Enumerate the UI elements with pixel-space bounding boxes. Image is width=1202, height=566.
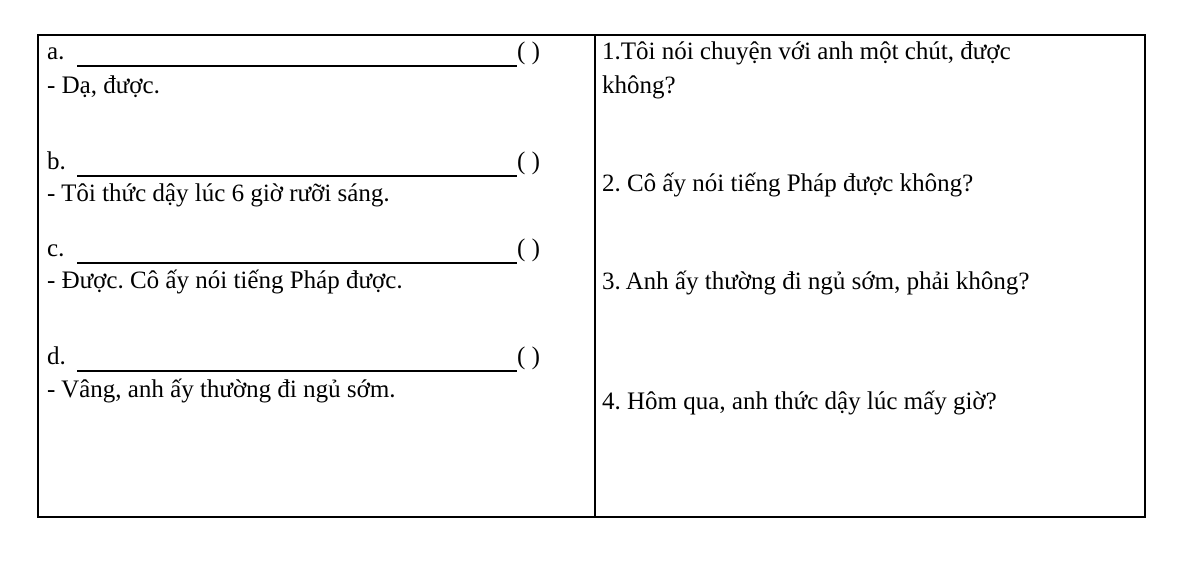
item-answer: - Tôi thức dậy lúc 6 giờ rưỡi sáng. [47,180,390,207]
item-letter: c. [47,235,65,262]
answer-blank[interactable] [77,175,517,177]
question-1-line-2: không? [602,72,676,99]
question-3: 3. Anh ấy thường đi ngủ sớm, phải không? [602,268,1030,295]
item-letter: a. [47,38,65,65]
item-answer: - Vâng, anh ấy thường đi ngủ sớm. [47,376,396,403]
match-paren[interactable]: ( ) [517,343,540,370]
item-answer: - Dạ, được. [47,72,160,99]
match-paren[interactable]: ( ) [517,38,540,65]
column-divider [594,36,596,516]
item-letter: b. [47,148,66,175]
question-1-line-1: 1.Tôi nói chuyện với anh một chút, được [602,38,1011,65]
match-paren[interactable]: ( ) [517,235,540,262]
answer-blank[interactable] [77,262,517,264]
answer-blank[interactable] [77,370,517,372]
item-letter: d. [47,343,66,370]
matching-exercise-table [37,34,1146,518]
item-answer: - Được. Cô ấy nói tiếng Pháp được. [47,267,403,294]
question-2: 2. Cô ấy nói tiếng Pháp được không? [602,170,974,197]
answer-blank[interactable] [77,65,517,67]
match-paren[interactable]: ( ) [517,148,540,175]
question-4: 4. Hôm qua, anh thức dậy lúc mấy giờ? [602,388,997,415]
